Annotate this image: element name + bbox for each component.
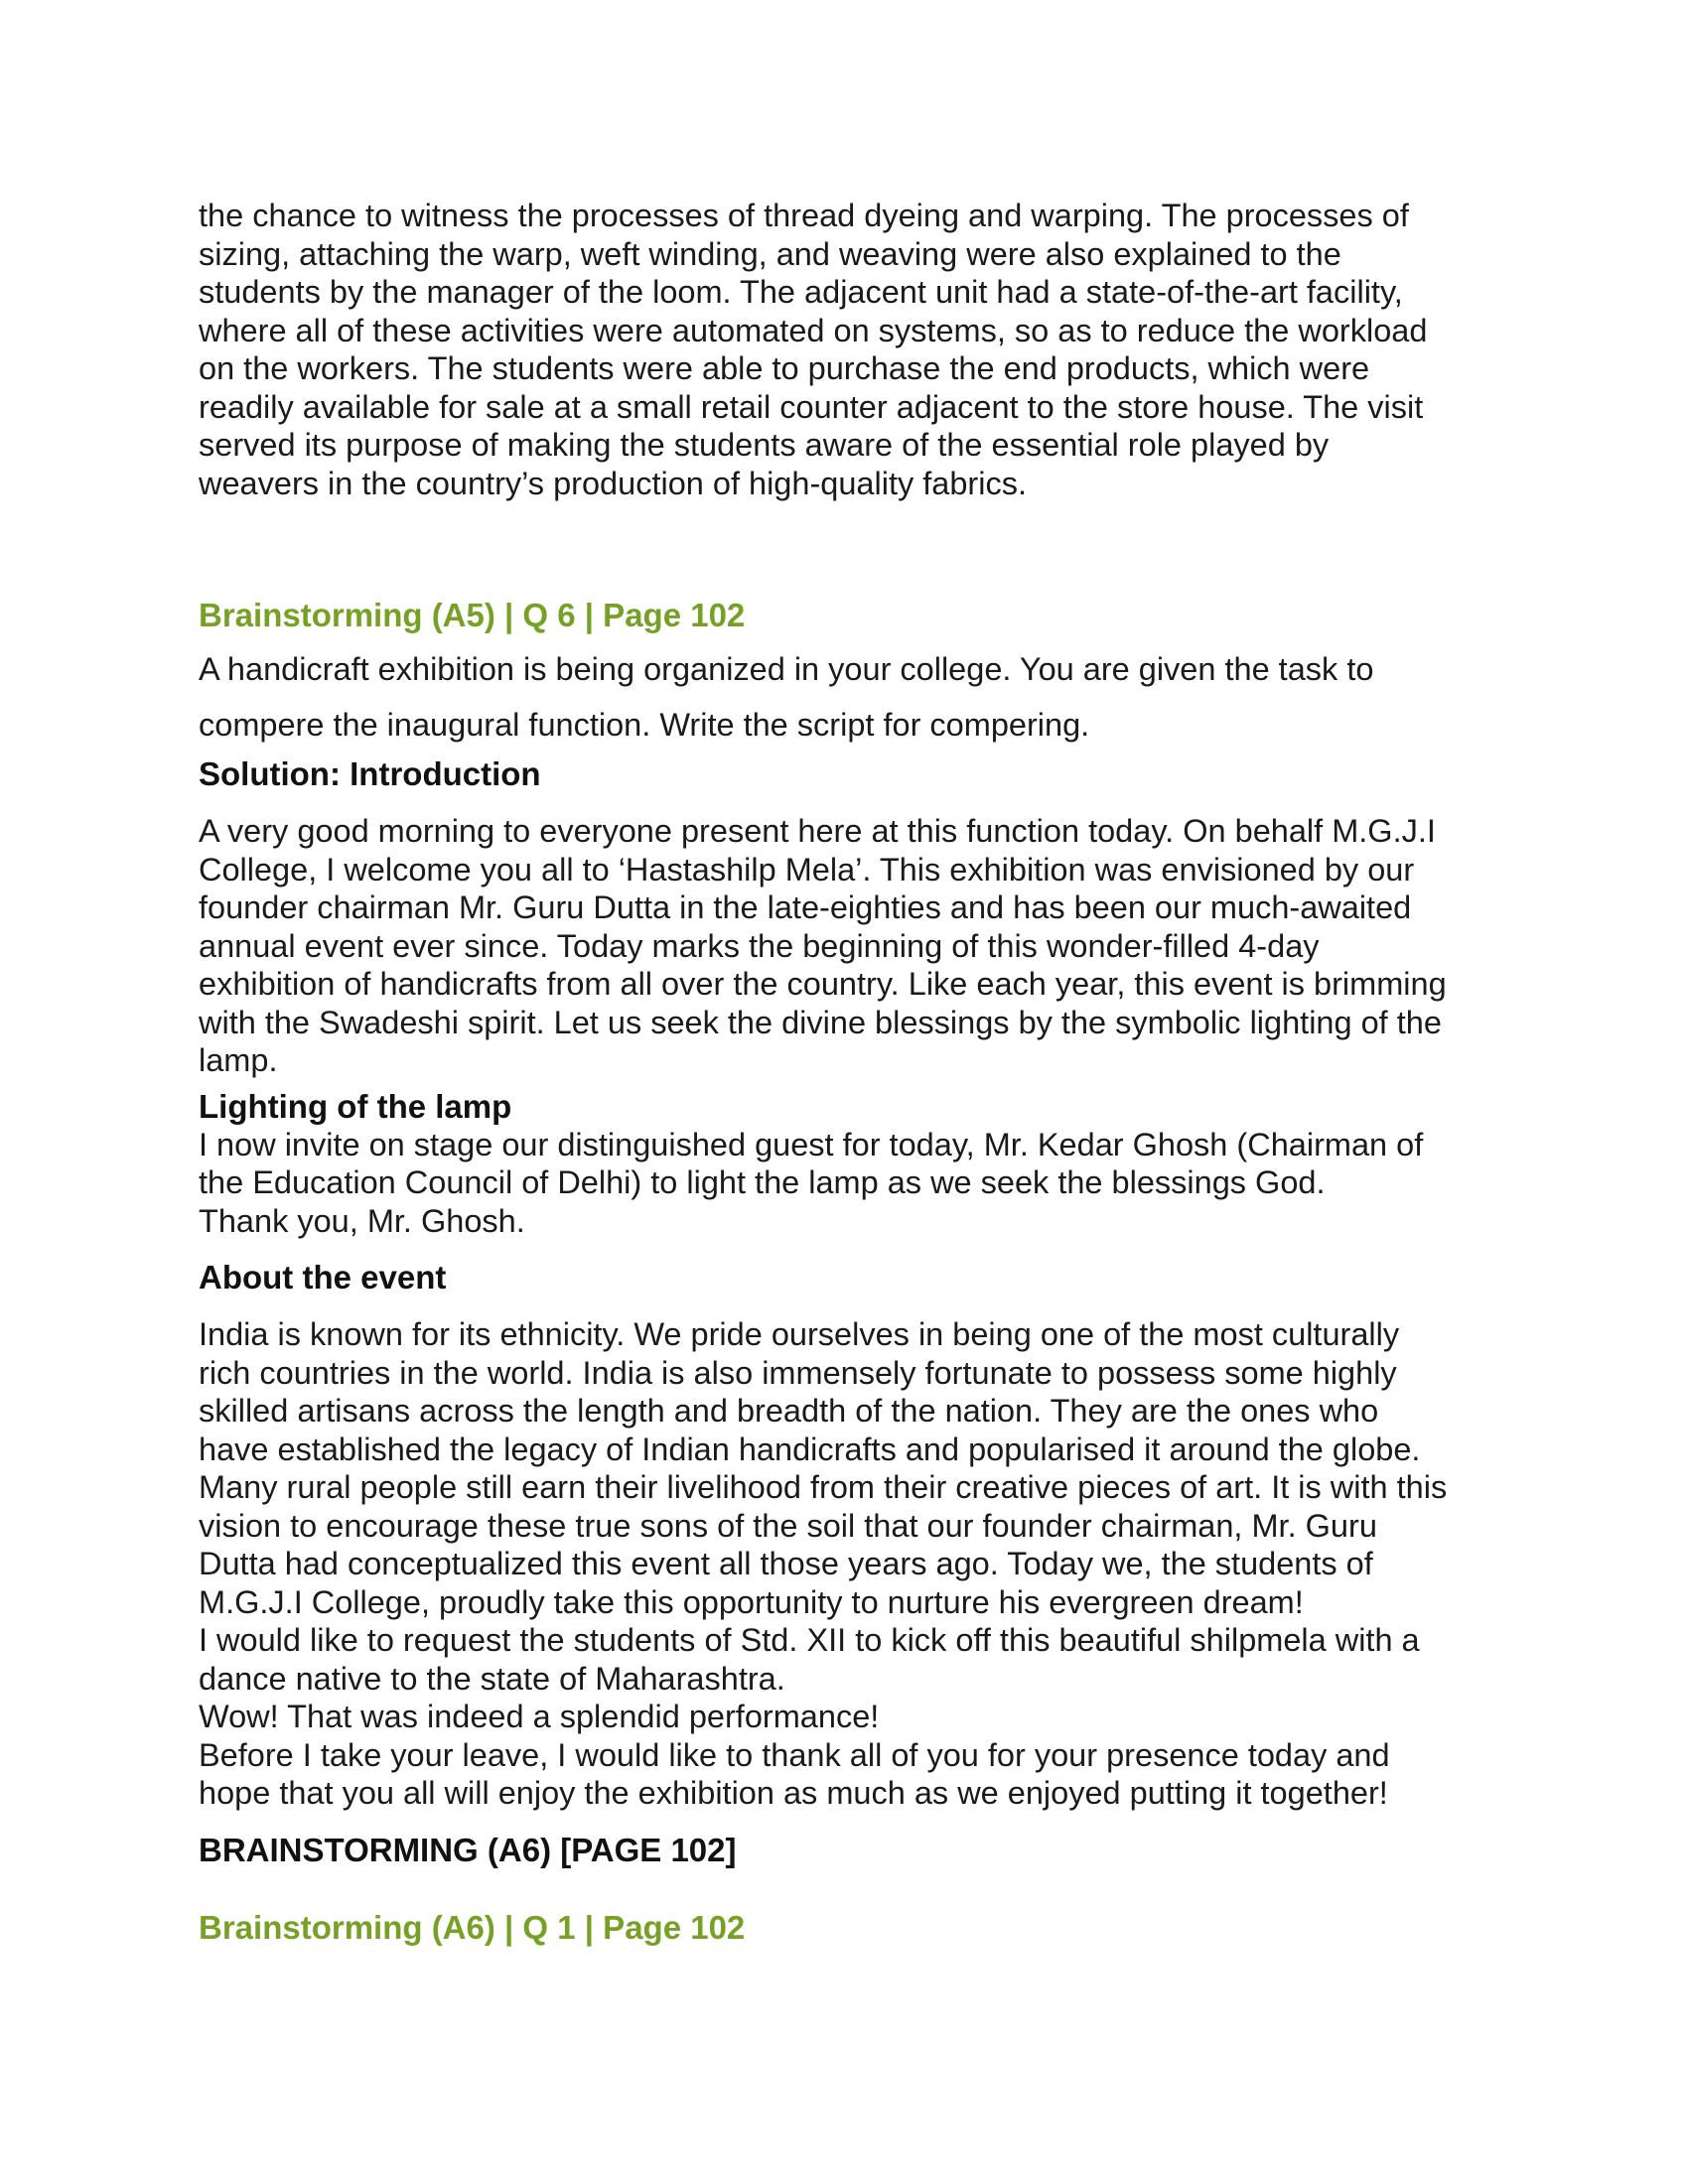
solution-heading: Solution: Introduction bbox=[199, 755, 541, 792]
intro-paragraph: the chance to witness the processes of thread dyeing and warping. The processes of sizing, attaching the warp, weft winding, and weaving were also explained to the students by the manager of the loom. The adjacent unit had a state-of-the-art facility, where all of these activities were automated on systems, so as to reduce the workload on the workers. The students were able to purchase the end products, which were readily available for sale at a small retail counter adjacent to the store house. The visit served its purpose of making the students aware of the essential role played by weavers in the country’s production of high-quality fabrics. bbox=[199, 198, 1428, 501]
lamp-heading: Lighting of the lamp bbox=[199, 1087, 512, 1125]
lamp-paragraph: I now invite on stage our distinguished guest for today, Mr. Kedar Ghosh (Chairman of the Education Council of Delhi) to light the lamp as we seek the blessings God. Thank you, Mr. Ghosh. bbox=[199, 1126, 1424, 1239]
event-heading: About the event bbox=[199, 1259, 447, 1296]
event-paragraph: India is known for its ethnicity. We pride ourselves in being one of the most culturally rich countries in the world. India is also immensely fortunate to possess some highly skilled artisans across the length and breadth of the nation. They are the ones who have established the legacy of Indian handicrafts and popularised it around the globe. Many rural people still earn their livelihood from their creative pieces of art. It is with this vision to encourage these true sons of the soil that our founder chairman, Mr. Guru Dutta had conceptualized this event all those years ago. Today we, the students of M.G.J.I College, proudly take this opportunity to nurture his evergreen dream! I would like to request the students of Std. XII to kick off this beautiful shilpmela with a dance native to the state of Maharashtra. Wow! That was indeed a splendid performance! Before I take your leave, I would like to thank all of you for your presence today and hope that you all will enjoy the exhibition as much as we enjoyed putting it together! bbox=[199, 1316, 1448, 1811]
document-page bbox=[199, 197, 1499, 1948]
question-text: A handicraft exhibition is being organized in your college. You are given the task to compere the inaugural function. Write the script for compering. bbox=[199, 651, 1374, 743]
question-heading-a6: Brainstorming (A6) | Q 1 | Page 102 bbox=[199, 1908, 746, 1946]
section-heading-a6: BRAINSTORMING (A6) [PAGE 102] bbox=[199, 1831, 737, 1868]
question-heading-a5: Brainstorming (A5) | Q 6 | Page 102 bbox=[199, 597, 746, 633]
introduction-paragraph: A very good morning to everyone present here at this function today. On behalf M.G.J.I College, I welcome you all to ‘Hastashilp Mela’. This exhibition was envisioned by our founder chairman Mr. Guru Dutta in the late-eighties and has been our much-awaited annual event ever since. Today marks the beginning of this wonder-filled 4-day exhibition of handicrafts from all over the country. Like each year, this event is brimming with the Swadeshi spirit. Let us seek the divine blessings by the symbolic lighting of the lamp. bbox=[199, 813, 1447, 1078]
